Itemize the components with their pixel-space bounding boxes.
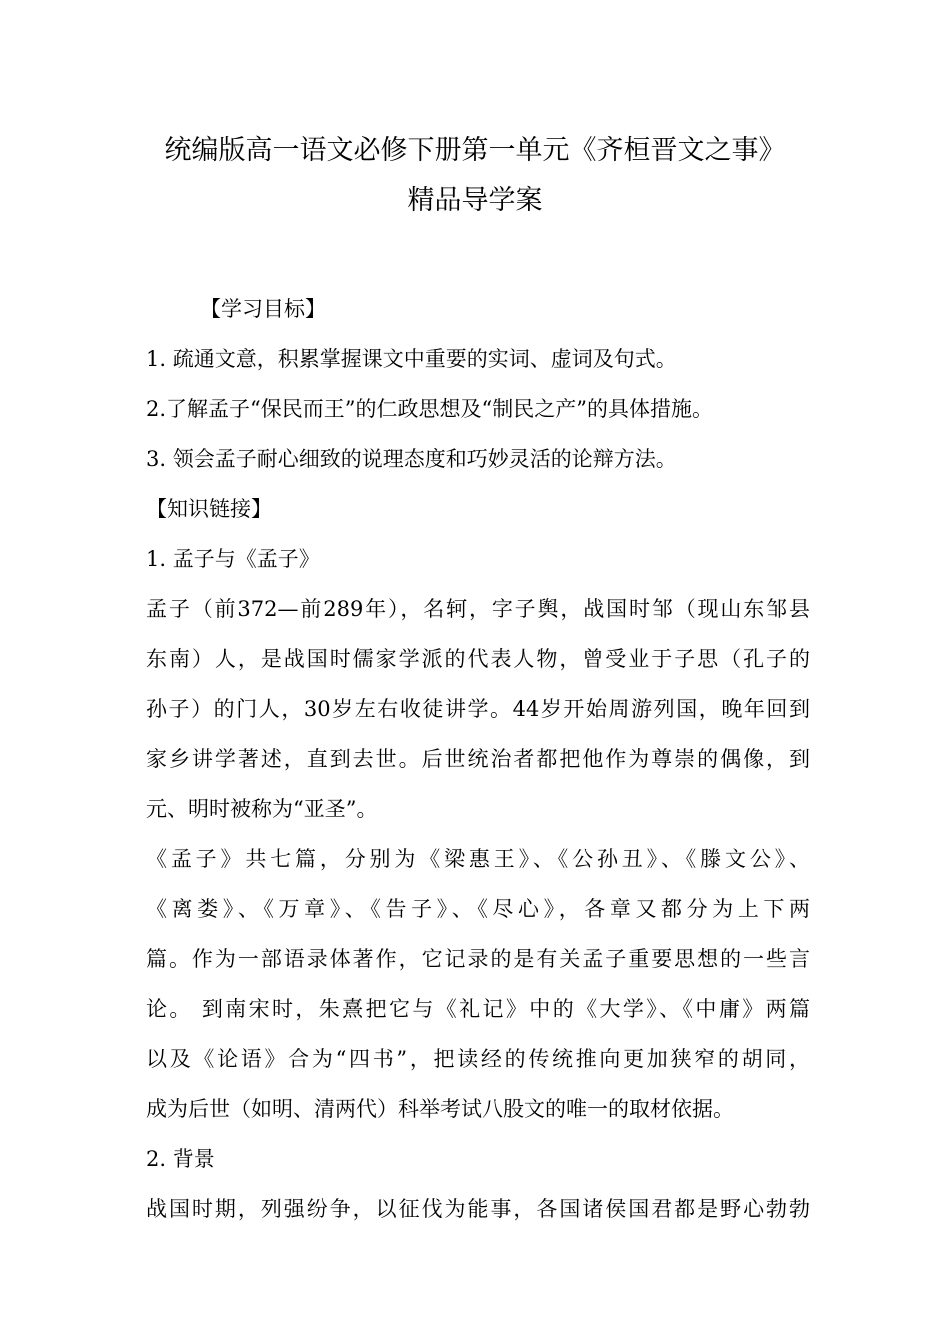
paragraph-line: 《孟子》共七篇，分别为《梁惠王》、《公孙丑》、《滕文公》、 (146, 847, 810, 871)
paragraph-line: 东南）人，是战国时儒家学派的代表人物，曾受业于子思（孔子的 (146, 647, 810, 671)
document-title-line-1: 统编版高一语文必修下册第一单元《齐桓晋文之事》 (164, 135, 786, 166)
paragraph-line: 家乡讲学著述，直到去世。后世统治者都把他作为尊崇的偶像，到 (146, 747, 810, 771)
paragraph-line: 论。 到南宋时，朱熹把它与《礼记》中的《大学》、《中庸》两篇 (146, 997, 810, 1021)
paragraph-line: 孟子（前372—前289年），名轲，字子舆，战国时邹（现山东邹县 (146, 597, 810, 621)
goal-item-1: 1. 疏通文意，积累掌握课文中重要的实词、虚词及句式。 (146, 347, 677, 371)
document-body (146, 284, 810, 1234)
paragraph-line: 元、明时被称为“亚圣”。 (146, 797, 378, 821)
goal-item-3: 3. 领会孟子耐心细致的说理态度和巧妙灵活的论辩方法。 (146, 447, 677, 471)
paragraph-line: 成为后世（如明、清两代）科举考试八股文的唯一的取材依据。 (146, 1097, 734, 1121)
goal-item-2: 2.了解孟子“保民而王”的仁政思想及“制民之产”的具体措施。 (146, 397, 713, 421)
section-heading-knowledge-link: 【知识链接】 (146, 497, 272, 521)
paragraph-line: 《离娄》、《万章》、《告子》、《尽心》，各章又都分为上下两 (146, 897, 810, 921)
paragraph-line: 战国时期，列强纷争，以征伐为能事，各国诸侯国君都是野心勃勃 (146, 1197, 810, 1221)
document-title-line-2: 精品导学案 (407, 185, 543, 216)
section-heading-learning-goals: 【学习目标】 (200, 297, 326, 321)
subheading-background: 2. 背景 (146, 1147, 215, 1171)
paragraph-line: 篇。作为一部语录体著作，它记录的是有关孟子重要思想的一些言 (146, 947, 810, 971)
paragraph-line: 以及《论语》合为“四书”，把读经的传统推向更加狭窄的胡同， (146, 1047, 810, 1071)
paragraph-line: 孙子）的门人，30岁左右收徒讲学。44岁开始周游列国，晚年回到 (146, 697, 810, 721)
subheading-mencius: 1. 孟子与《孟子》 (146, 547, 320, 571)
